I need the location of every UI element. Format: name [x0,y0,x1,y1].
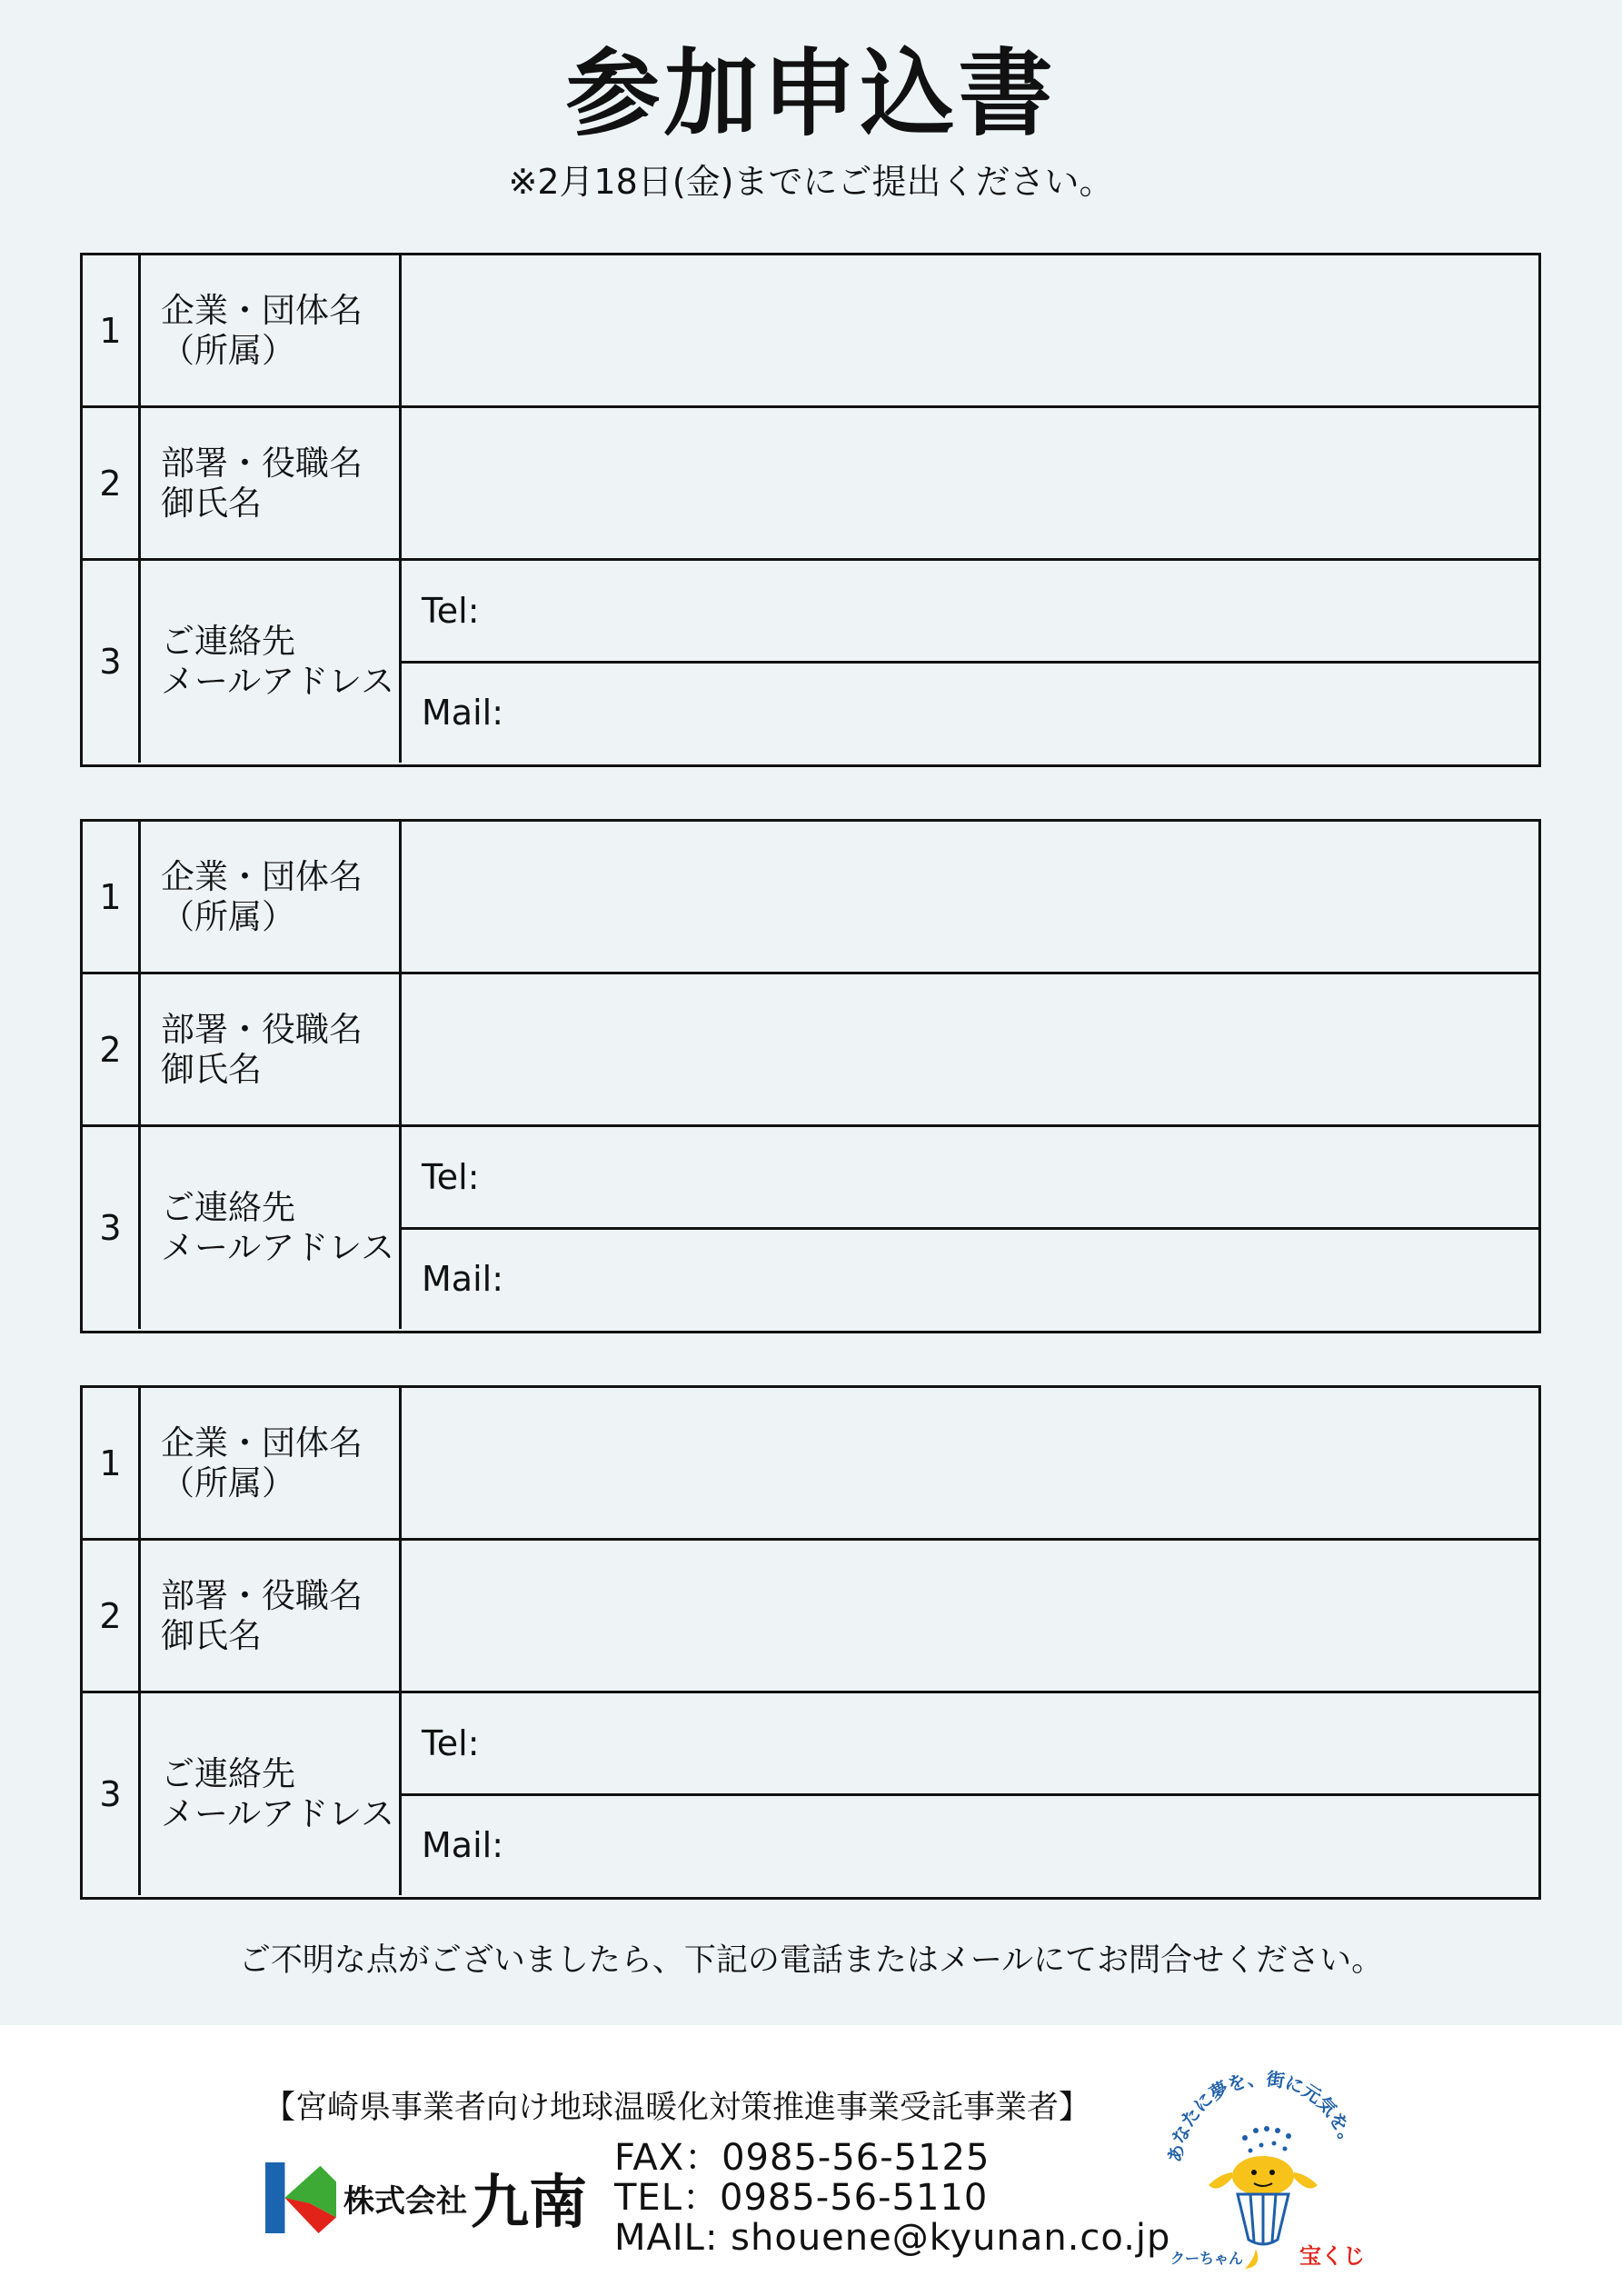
row-number: 3 [83,1127,141,1329]
inquiry-note: ご不明な点がございましたら、下記の電話またはメールにてお問合せください。 [238,1942,1384,1979]
label-line: （所属） [161,896,295,936]
label-line: （所属） [161,1462,295,1502]
tel-field[interactable] [402,561,1538,664]
sparkle-dots-icon [1242,2126,1291,2153]
label-line: メールアドレス [161,1228,395,1267]
application-form-3 [80,1385,1541,1900]
organization-field[interactable] [402,255,1538,405]
organization-field[interactable] [402,1388,1538,1538]
row-label [141,1541,402,1691]
svg-text:あなたに夢を、街に元気を。 [1164,2068,1360,2164]
tel-field[interactable] [402,1693,1538,1796]
takarakuji-mascot [1154,2058,1372,2276]
name-field[interactable] [402,408,1538,558]
row-label [141,1388,402,1538]
form-row-contact [83,1693,1538,1895]
row-number: 3 [83,561,141,763]
name-field[interactable] [402,974,1538,1124]
label-line: 部署・役職名 [161,443,363,483]
row-number: 3 [83,1693,141,1895]
label-line: 御氏名 [161,1049,262,1089]
label-line: 企業・団体名 [161,856,363,896]
label-line: ご連絡先 [161,1754,295,1793]
kyunan-logo-icon [265,2162,336,2233]
row-label [141,408,402,558]
form-row-name [83,408,1538,561]
form-row-organization [83,822,1538,974]
row-number: 1 [83,255,141,405]
page-title: 参加申込書 [565,38,1057,149]
application-form-1 [80,253,1541,767]
row-number: 1 [83,822,141,972]
organization-field[interactable] [402,822,1538,972]
label-line: ご連絡先 [161,622,295,661]
form-row-organization [83,1388,1538,1541]
label-line: 御氏名 [161,483,262,523]
name-field[interactable] [402,1541,1538,1691]
company-name: 九南 [471,2170,587,2237]
mail-label: Mail: [422,693,503,734]
form-row-organization [83,255,1538,408]
form-row-name [83,1541,1538,1693]
mail-label: Mail: [422,1259,503,1300]
row-label [141,1693,402,1895]
form-row-contact [83,561,1538,763]
label-line: 御氏名 [161,1615,262,1655]
company-logo [265,2156,587,2240]
mascot-slogan: あなたに夢を、街に元気を。 [1163,2067,1360,2164]
label-line: 部署・役職名 [161,1575,363,1615]
label-line: ご連絡先 [161,1188,295,1227]
row-label [141,1127,402,1329]
contractor-heading: 【宮崎県事業者向け地球温暖化対策推進事業受託事業者】 [264,2090,1091,2126]
application-form-2 [80,819,1541,1333]
label-line: （所属） [161,330,295,370]
form-row-contact [83,1127,1538,1329]
mascot-brand: 宝くじ [1299,2243,1365,2269]
tel-label: Tel: [422,1722,480,1763]
row-number: 2 [83,408,141,558]
contact-fields [402,1127,1538,1329]
contact-info [614,2138,1170,2258]
contact-fields [402,561,1538,763]
row-number: 1 [83,1388,141,1538]
mail-field[interactable] [402,1230,1538,1330]
label-line: 部署・役職名 [161,1009,363,1049]
mail-label: Mail: [422,1825,503,1866]
tel-label: Tel: [422,1156,480,1197]
tel-field[interactable] [402,1127,1538,1230]
tel-number: TEL：0985-56-5110 [614,2177,989,2219]
row-number: 2 [83,1541,141,1691]
deadline-note: ※2月18日(金)までにご提出ください。 [508,162,1114,202]
row-label [141,822,402,972]
mail-field[interactable] [402,664,1538,764]
label-line: メールアドレス [161,662,395,701]
tel-label: Tel: [422,590,480,631]
label-line: 企業・団体名 [161,1423,363,1462]
company-prefix: 株式会社 [343,2182,467,2220]
form-row-name [83,974,1538,1127]
row-label [141,255,402,405]
fax-number: FAX：0985-56-5125 [614,2137,990,2179]
label-line: 企業・団体名 [161,290,363,330]
contact-fields [402,1693,1538,1895]
label-line: メールアドレス [161,1794,395,1833]
mail-address[interactable]: MAIL: shouene@kyunan.co.jp [614,2217,1171,2259]
row-label [141,974,402,1124]
mail-field[interactable] [402,1796,1538,1896]
row-number: 2 [83,974,141,1124]
mascot-name: クーちゃん [1170,2250,1244,2267]
row-label [141,561,402,763]
